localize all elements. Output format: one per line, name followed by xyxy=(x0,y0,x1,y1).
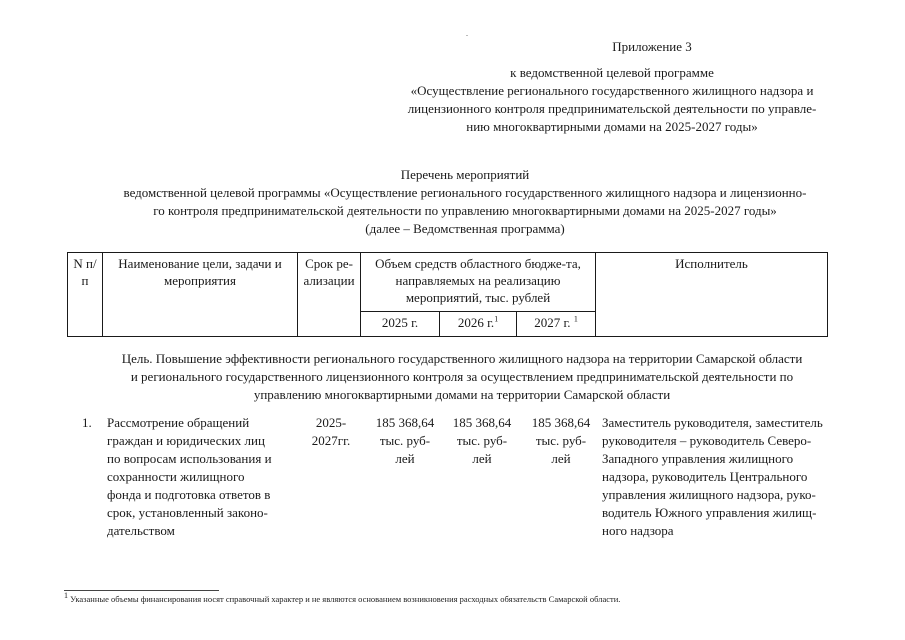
footnote xyxy=(64,591,894,605)
executor-line: руководителя – руководитель Северо- xyxy=(602,433,812,448)
header-year-2027: 2027 г. $^1$ xyxy=(517,312,596,337)
amount-line: лей xyxy=(472,451,492,466)
list-heading-line: го контроля предпринимательской деятельности по управлению многоквартирными домами на 2025-2027 годы» xyxy=(153,203,777,218)
goal-line: и регионального государственного лицензионного контроля за осуществлением предпринимательской деятельности по xyxy=(130,369,794,384)
header-funding: Объем средств областного бюдже-та, направляемых на реализацию мероприятий, тыс. рублей xyxy=(361,253,596,312)
executor-line: управления жилищного надзора, руко- xyxy=(602,487,816,502)
term-line: 2025- xyxy=(315,415,347,430)
list-heading-line: ведомственной целевой программы «Осуществление регионального государственного жилищного надзора и лицензионно- xyxy=(123,185,807,200)
executor-line: надзора, руководитель Центрального xyxy=(602,469,808,484)
header-executor: Исполнитель xyxy=(596,253,828,337)
activity-line: дательством xyxy=(107,523,175,538)
footnote-separator xyxy=(64,590,219,591)
list-heading-line: (далее – Ведомственная программа) xyxy=(365,221,565,236)
header-name: Наименование цели, задачи и мероприятия xyxy=(103,253,298,337)
row-activity-name xyxy=(107,414,302,540)
header-term: Срок ре-ализации xyxy=(298,253,361,337)
activity-line: Рассмотрение обращений xyxy=(107,415,250,430)
amount-line: 185 368,64 xyxy=(375,415,435,430)
header-year-2026: 2026 г.$^1$ xyxy=(440,312,517,337)
goal-statement xyxy=(62,350,862,404)
executor-line: Западного управления жилищного xyxy=(602,451,794,466)
scan-speck xyxy=(466,35,468,36)
row-executor xyxy=(602,414,862,540)
footnote-mark: 1 xyxy=(64,591,68,601)
amount-line: 185 368,64 xyxy=(452,415,512,430)
header-num: N п/п xyxy=(68,253,103,337)
appendix-line: нию многоквартирными домами на 2025-2027 годы» xyxy=(466,119,758,134)
executor-line: Заместитель руководителя, заместитель xyxy=(602,415,823,430)
activity-line: по вопросам использования и xyxy=(107,451,272,466)
list-heading xyxy=(40,166,890,238)
row-term xyxy=(303,414,359,450)
term-line: 2027гг. xyxy=(311,433,351,448)
activity-line: граждан и юридических лиц xyxy=(107,433,265,448)
row-amount-2027 xyxy=(524,414,598,468)
header-year-2025: 2025 г. xyxy=(361,312,440,337)
amount-line: лей xyxy=(395,451,415,466)
executor-line: ного надзора xyxy=(602,523,674,538)
activity-line: фонда и подготовка ответов в xyxy=(107,487,271,502)
amount-line: тыс. руб- xyxy=(456,433,508,448)
footnote-ref[interactable]: 1 xyxy=(573,314,578,324)
row-amount-2026 xyxy=(444,414,520,468)
row-amount-2025 xyxy=(368,414,442,468)
appendix-line: к ведомственной целевой программе xyxy=(510,65,714,80)
amount-line: тыс. руб- xyxy=(379,433,431,448)
executor-line: водитель Южного управления жилищ- xyxy=(602,505,817,520)
row-number: 1. xyxy=(82,415,92,430)
footnote-ref[interactable]: 1 xyxy=(494,314,499,324)
activity-line: сохранности жилищного xyxy=(107,469,245,484)
amount-line: лей xyxy=(551,451,571,466)
appendix-line: «Осуществление регионального государственного жилищного надзора и xyxy=(410,83,814,98)
amount-line: 185 368,64 xyxy=(531,415,591,430)
footnote-text: Указанные объемы финансирования носят справочный характер и не являются основанием возникновения расходных обязательств Самарской области. xyxy=(70,594,621,604)
appendix-line: лицензионного контроля предпринимательской деятельности по управле- xyxy=(407,101,817,116)
appendix-title: Приложение 3 xyxy=(612,39,692,54)
activity-line: срок, установленный законо- xyxy=(107,505,268,520)
list-heading-line: Перечень мероприятий xyxy=(400,167,530,182)
goal-line: Цель. Повышение эффективности регионального государственного жилищного надзора на территории Самарской области xyxy=(121,351,803,366)
goal-line: управлению многоквартирными домами на территории Самарской области xyxy=(253,387,671,402)
appendix-header xyxy=(372,38,852,136)
header-table xyxy=(67,252,828,337)
amount-line: тыс. руб- xyxy=(535,433,587,448)
